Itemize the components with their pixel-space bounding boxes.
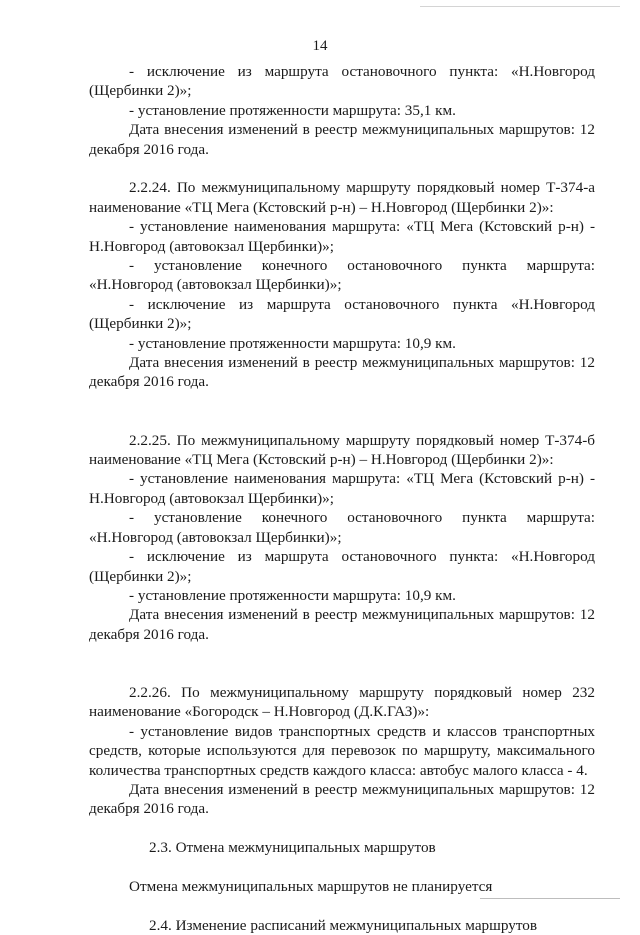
text-line: Н.Новгород (автовокзал Щербинки)»; bbox=[89, 237, 334, 255]
text-line: - установление протяженности маршрута: 10,9 км. bbox=[129, 586, 456, 604]
section-heading: Отмена межмуниципальных маршрутов не планируется bbox=[129, 877, 493, 895]
text-line: Н.Новгород (автовокзал Щербинки)»; bbox=[89, 489, 334, 507]
text-line: (Щербинки 2)»; bbox=[89, 315, 192, 333]
text-line: (Щербинки 2)»; bbox=[89, 567, 192, 585]
section-heading: 2.3. Отмена межмуниципальных маршрутов bbox=[149, 839, 436, 857]
text-line: 2.2.26. По межмуниципальному маршруту порядковый номер 232 bbox=[129, 683, 595, 701]
section-heading: 2.4. Изменение расписаний межмуниципальных маршрутов bbox=[149, 916, 538, 934]
text-line: «Н.Новгород (автовокзал Щербинки)»; bbox=[89, 276, 342, 294]
text-line: «Н.Новгород (автовокзал Щербинки)»; bbox=[89, 528, 342, 546]
text-line: наименование «ТЦ Мега (Кстовский р-н) – Н.Новгород (Щербинки 2)»: bbox=[89, 451, 554, 469]
text-line: количества транспортных средств каждого класса: автобус малого класса - 4. bbox=[89, 761, 588, 779]
text-line: 2.2.24. По межмуниципальному маршруту порядковый номер Т-374-а bbox=[129, 179, 595, 197]
text-line: декабря 2016 года. bbox=[89, 625, 209, 643]
text-line: - установление конечного остановочного пункта маршрута: bbox=[129, 509, 595, 527]
text-line: Дата внесения изменений в реестр межмуниципальных маршрутов: 12 bbox=[129, 780, 595, 798]
paragraph-spacer bbox=[89, 411, 595, 430]
text-line: - установление конечного остановочного пункта маршрута: bbox=[129, 257, 595, 275]
text-line: - установление наименования маршрута: «ТЦ Мега (Кстовский р-н) - bbox=[129, 470, 595, 488]
paragraph-spacer bbox=[89, 858, 595, 877]
text-line: Дата внесения изменений в реестр межмуниципальных маршрутов: 12 bbox=[129, 121, 595, 139]
scan-artifact-top bbox=[420, 6, 620, 7]
text-line: - установление видов транспортных средств и классов транспортных bbox=[129, 722, 595, 740]
text-line: - исключение из маршрута остановочного пункта «Н.Новгород bbox=[129, 295, 595, 313]
text-line: - установление наименования маршрута: «ТЦ Мега (Кстовский р-н) - bbox=[129, 218, 595, 236]
text-line: (Щербинки 2)»; bbox=[89, 82, 192, 100]
page-number: 14 bbox=[312, 38, 328, 54]
paragraph-spacer bbox=[89, 664, 595, 683]
text-line: декабря 2016 года. bbox=[89, 140, 209, 158]
paragraph-spacer bbox=[89, 819, 595, 838]
text-line: декабря 2016 года. bbox=[89, 800, 209, 818]
text-line: Дата внесения изменений в реестр межмуниципальных маршрутов: 12 bbox=[129, 606, 595, 624]
paragraph-spacer bbox=[89, 159, 595, 178]
paragraph-spacer bbox=[89, 896, 595, 915]
text-line: 2.2.25. По межмуниципальному маршруту порядковый номер Т-374-б bbox=[129, 431, 595, 449]
text-line: - исключение из маршрута остановочного пункта: «Н.Новгород bbox=[129, 63, 595, 80]
text-line: - установление протяженности маршрута: 35,1 км. bbox=[129, 101, 456, 119]
paragraph-spacer bbox=[89, 644, 595, 663]
paragraph-spacer bbox=[89, 392, 595, 411]
text-line: наименование «ТЦ Мега (Кстовский р-н) – Н.Новгород (Щербинки 2)»: bbox=[89, 198, 554, 216]
text-line: - исключение из маршрута остановочного пункта: «Н.Новгород bbox=[129, 548, 595, 566]
text-line: - установление протяженности маршрута: 10,9 км. bbox=[129, 334, 456, 352]
text-line: наименование «Богородск – Н.Новгород (Д.К.ГАЗ)»: bbox=[89, 703, 430, 721]
text-line: средств, которые используются для перевозок по маршруту, максимального bbox=[89, 742, 595, 760]
document-body bbox=[89, 62, 595, 935]
text-line: Дата внесения изменений в реестр межмуниципальных маршрутов: 12 bbox=[129, 354, 595, 372]
text-line: декабря 2016 года. bbox=[89, 373, 209, 391]
